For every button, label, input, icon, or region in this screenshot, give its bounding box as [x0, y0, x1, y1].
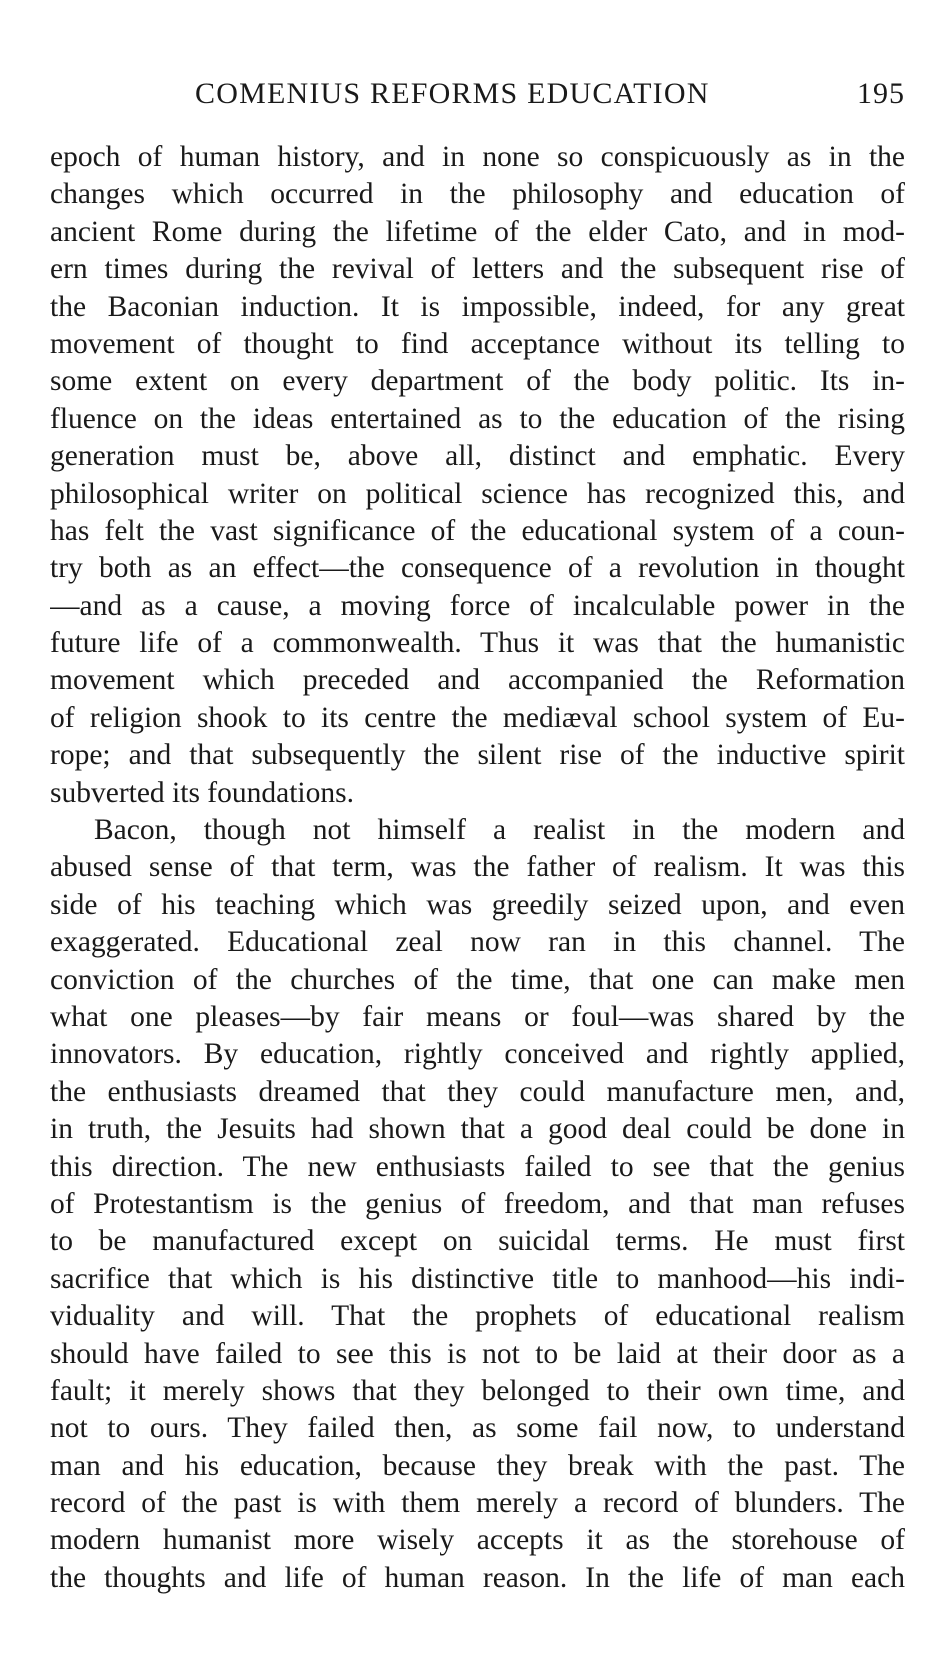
running-head: [50, 74, 905, 114]
text-line: changes which occurred in the philosophy and education of: [50, 178, 905, 211]
text-line: side of his teaching which was greedily seized upon, and even: [50, 888, 905, 921]
text-line: sacrifice that which is his distinctive title to manhood—his indi-: [50, 1262, 905, 1295]
text-line: Bacon, though not himself a realist in the modern and: [94, 814, 905, 847]
text-line: epoch of human history, and in none so conspicuously as in the: [50, 141, 905, 173]
page-number: 195: [857, 77, 905, 110]
text-line: —and as a cause, a moving force of incalculable power in the: [50, 589, 905, 622]
text-line: exaggerated. Educational zeal now ran in this channel. The: [50, 926, 905, 959]
text-line: has felt the vast significance of the educational system of a coun-: [50, 514, 905, 547]
text-line: the thoughts and life of human reason. In the life of man each: [50, 1561, 905, 1594]
paragraph-1: [50, 139, 905, 812]
text-line: abused sense of that term, was the father of realism. It was this: [50, 851, 905, 884]
text-line: record of the past is with them merely a record of blunders. The: [50, 1487, 905, 1520]
text-line: movement which preceded and accompanied the Reformation: [50, 664, 905, 697]
text-line: modern humanist more wisely accepts it as the storehouse of: [50, 1524, 905, 1557]
text-line: ancient Rome during the lifetime of the elder Cato, and in mod-: [50, 215, 905, 248]
text-line: in truth, the Jesuits had shown that a good deal could be done in: [50, 1113, 905, 1146]
text-line: fault; it merely shows that they belonged to their own time, and: [50, 1374, 905, 1407]
text-line: ern times during the revival of letters and the subsequent rise of: [50, 253, 905, 286]
text-line: man and his education, because they break with the past. The: [50, 1449, 905, 1482]
text-line: philosophical writer on political science has recognized this, and: [50, 477, 905, 510]
text-line: of religion shook to its centre the mediæval school system of Eu-: [50, 701, 905, 734]
text-line: the enthusiasts dreamed that they could manufacture men, and,: [50, 1075, 905, 1108]
text-line: try both as an effect—the consequence of a revolution in thought: [50, 552, 905, 585]
text-line: the Baconian induction. It is impossible, indeed, for any great: [50, 290, 905, 323]
text-line: viduality and will. That the prophets of educational realism: [50, 1300, 905, 1333]
text-line: generation must be, above all, distinct and emphatic. Every: [50, 440, 905, 473]
text-line: fluence on the ideas entertained as to the education of the rising: [50, 402, 905, 435]
text-line: not to ours. They failed then, as some fail now, to understand: [50, 1412, 905, 1445]
text-line: what one pleases—by fair means or foul—was shared by the: [50, 1000, 905, 1033]
text-line: some extent on every department of the body politic. Its in-: [50, 365, 905, 398]
text-line: future life of a commonwealth. Thus it was that the humanistic: [50, 627, 905, 660]
paragraph-2: [50, 812, 905, 1597]
text-line: of Protestantism is the genius of freedom, and that man refuses: [50, 1187, 905, 1220]
text-line: innovators. By education, rightly conceived and rightly applied,: [50, 1038, 905, 1071]
text-line: rope; and that subsequently the silent rise of the inductive spirit: [50, 739, 905, 772]
running-title: COMENIUS REFORMS EDUCATION: [195, 77, 710, 110]
body-text: [50, 139, 905, 1597]
text-line: to be manufactured except on suicidal terms. He must first: [50, 1225, 905, 1258]
text-line: conviction of the churches of the time, that one can make men: [50, 963, 905, 996]
text-line: this direction. The new enthusiasts failed to see that the genius: [50, 1150, 905, 1183]
text-line: movement of thought to find acceptance without its telling to: [50, 327, 905, 360]
text-line: should have failed to see this is not to be laid at their door as a: [50, 1337, 905, 1370]
text-line: subverted its foundations.: [50, 776, 354, 809]
